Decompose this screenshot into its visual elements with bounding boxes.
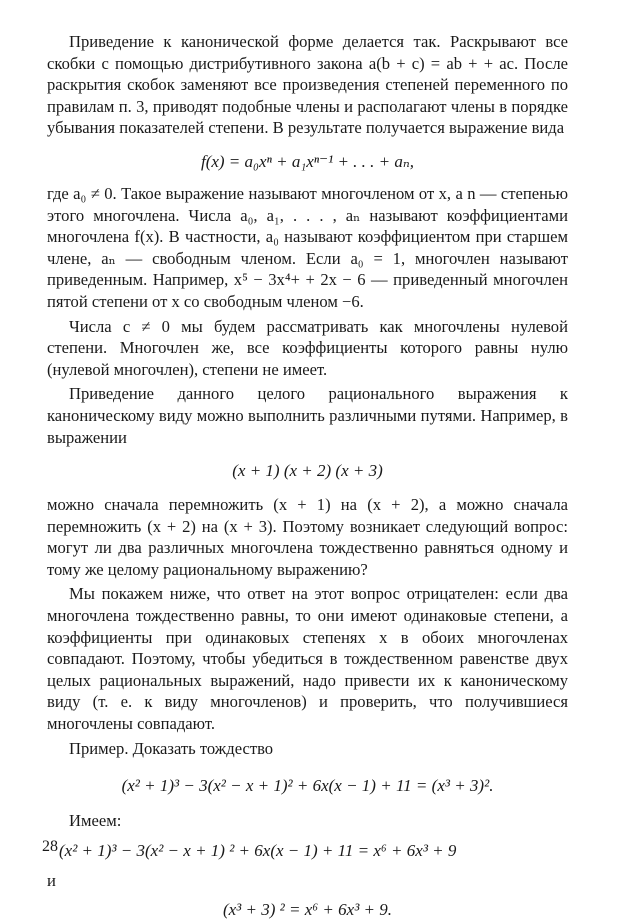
- formula-product: (x + 1) (x + 2) (x + 3): [232, 461, 383, 481]
- formula-identity: (x² + 1)³ − 3(x² − x + 1)² + 6x(x − 1) + 11 = (x³ + 3)².: [121, 776, 494, 796]
- page-number: 28: [42, 838, 58, 855]
- paragraph-question: можно сначала перемножить (x + 1) на (x + 2), а можно сначала перемножить (x + 2) на (x + 3). Поэтому возникает следующий вопрос: могут ли два различных многочлена тождественно равняться одному и тому же целому рациональному выражению?: [47, 495, 568, 579]
- paragraph-reduction-paths: Приведение данного целого рационального выражения к каноническому виду можно выполнить различными путями. Например, в выражении: [47, 384, 568, 447]
- paragraph-we-have: Имеем:: [69, 811, 122, 831]
- formula-polynomial: f(x) = a₀xⁿ + a₁xⁿ⁻¹ + . . . + aₙ,: [200, 151, 415, 171]
- paragraph-and: и: [47, 870, 56, 890]
- paragraph-example: Пример. Доказать тождество: [69, 738, 274, 758]
- formula-right-expansion: (x³ + 3) ² = x⁶ + 6x³ + 9.: [222, 900, 393, 920]
- formula-left-expansion: (x² + 1)³ − 3(x² − x + 1) ² + 6x(x − 1) + 11 = x⁶ + 6x³ + 9: [59, 840, 457, 860]
- paragraph-canonical-form: Приведение к канонической форме делается так. Раскрывают все скобки с помощью дистрибутивного закона a(b + c) = ab + + ac. После раскрытия скобок заменяют все произведения степеней переменного по правилам п. 3, приводят подобные члены и располагают члены в порядке убывания показателей степени. В результате получается выражение вида: [47, 32, 568, 138]
- paragraph-zero-degree: Числа c ≠ 0 мы будем рассматривать как многочлены нулевой степени. Многочлен же, все коэффициенты которого равны нулю (нулевой многочлен), степени не имеет.: [47, 316, 568, 379]
- paragraph-polynomial-definition: где a₀ ≠ 0. Такое выражение называют многочленом от x, а n — степенью этого многочлена. Числа a₀, a₁, . . . , aₙ называют коэффициентами многочлена f(x). В частности, a₀ называют коэффициентом при старшем члене, aₙ — свободным членом. Если a₀ = 1, многочлен называют приведенным. Например, x⁵ − 3x⁴+ + 2x − 6 — приведенный многочлен пятой степени от x со свободным членом −6.: [47, 183, 568, 311]
- page-body: [47, 31, 568, 921]
- paragraph-answer: Мы покажем ниже, что ответ на этот вопрос отрицателен: если два многочлена тождественно равны, то они имеют одинаковые степени, а коэффициенты при одинаковых степенях x в обоих многочленах совпадают. Поэтому, чтобы убедиться в тождественном равенстве двух целых рациональных выражений, надо привести их к каноническому виду (т. е. к виду многочленов) и проверить, что получившиеся многочлены совпадают.: [47, 584, 568, 734]
